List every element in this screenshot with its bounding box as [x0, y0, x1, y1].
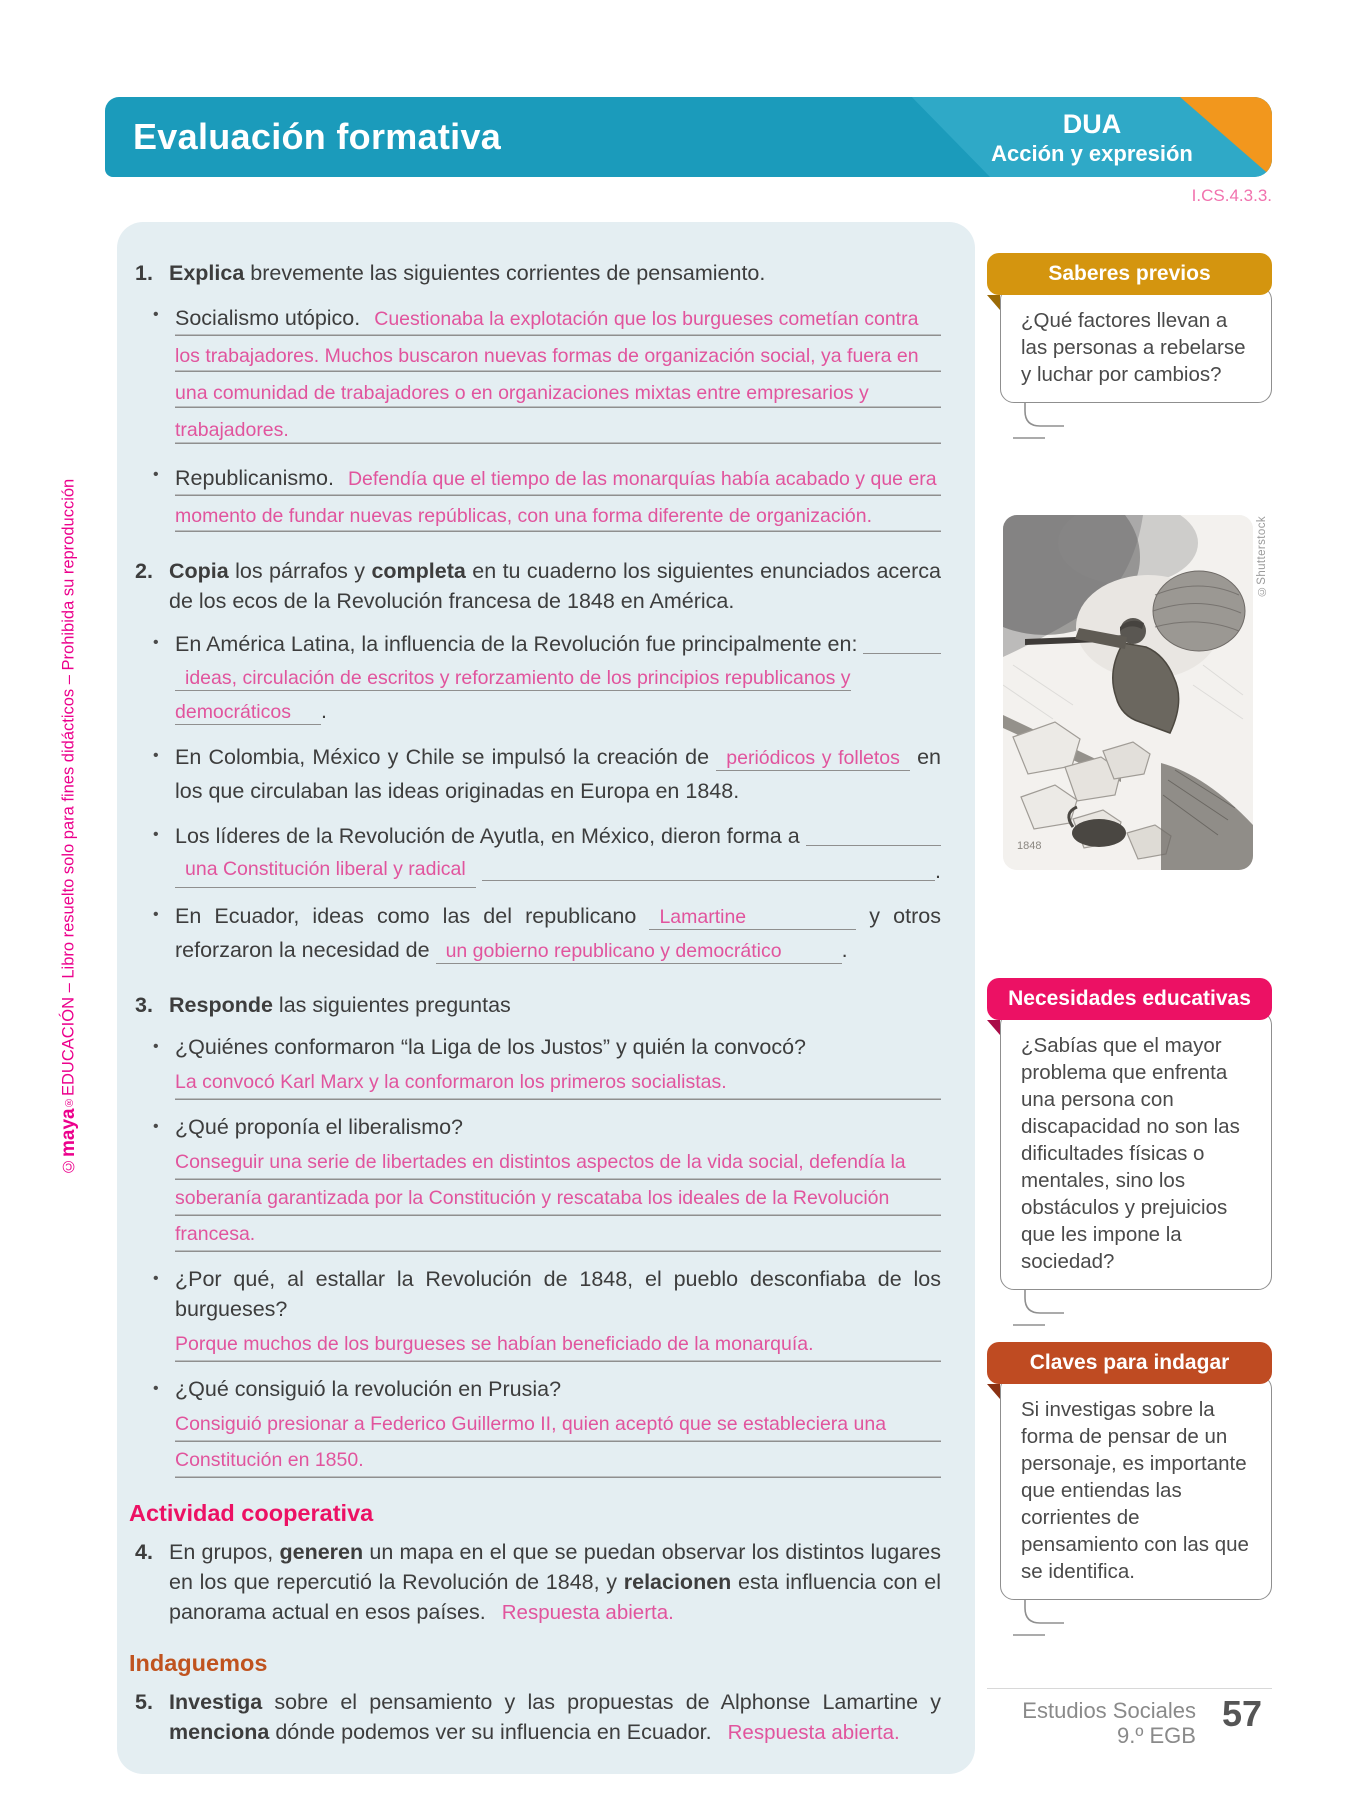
bullet-icon: [153, 900, 175, 968]
term-label: Socialismo utópico.: [175, 306, 361, 330]
page-number: 57: [1221, 1693, 1262, 1734]
fill-in-prompt: Los líderes de la Revolución de Ayutla, en México, dieron forma a: [175, 824, 800, 848]
barricade-engraving-image: [1003, 515, 1253, 870]
fill-in-item: • Los líderes de la Revolución de Ayutla, en México, dieron forma a una Constitución liberal y radical .: [129, 820, 941, 888]
activity-4-number: 4.: [135, 1540, 153, 1564]
written-answer: Defendía que el tiempo de las monarquías había acabado y que era momento de fundar nuevas repúblicas, con una forma diferente de organización.: [175, 468, 937, 527]
written-answer: Porque muchos de los burgueses se habían beneficiado de la monarquía.: [175, 1326, 941, 1362]
fill-in-rest: en los que circulaban las ideas originadas en Europa en 1848.: [175, 745, 941, 803]
footer-subject: Estudios Sociales: [1022, 1698, 1196, 1723]
written-answer: periódicos y folletos: [716, 747, 910, 771]
question-text: ¿Quiénes conformaron “la Liga de los Justos” y quién la convocó?: [175, 1035, 807, 1059]
written-answer: ideas, circulación de escritos y reforzamiento de los principios republicanos y democráticos: [175, 667, 851, 723]
bullet-icon: [153, 1112, 175, 1252]
blank-line: [863, 653, 941, 654]
fill-in-prompt: En Ecuador, ideas como las del republicano: [175, 904, 637, 928]
card-text: ¿Sabías que el mayor problema que enfrenta una persona con discapacidad no son las dificultades físicas o mentales, sino los obstáculos y prejuicios que les impone la sociedad?: [1021, 1034, 1240, 1273]
question-answer-item: [129, 1264, 941, 1362]
question-answer-item: [129, 1374, 941, 1478]
dua-subtitle: Acción y expresión: [991, 140, 1193, 166]
card-title: Saberes previos: [1048, 262, 1211, 285]
term-label: Republicanismo.: [175, 466, 334, 490]
activity-2: [129, 556, 941, 616]
page-footer: [1022, 1693, 1262, 1748]
speech-bubble: [1000, 286, 1272, 403]
thought-current-item: [129, 460, 941, 534]
page-title: Evaluación formativa: [133, 116, 502, 157]
card-text: Si investigas sobre la forma de pensar de un personaje, es importante que entiendas las corrientes de pensamiento con las que se identifica.: [1021, 1398, 1249, 1583]
question-text: ¿Qué consiguió la revolución en Prusia?: [175, 1377, 562, 1401]
bullet-icon: [153, 741, 175, 808]
activities-panel: [117, 222, 975, 1774]
watermark-brand: maya: [58, 1108, 79, 1157]
claves-para-indagar-card: [987, 1342, 1272, 1640]
activity-1-instruction: Explica brevemente las siguientes corrientes de pensamiento.: [169, 261, 766, 285]
term-with-answer: [175, 460, 941, 534]
watermark-copyright-symbol: ©: [59, 1157, 78, 1175]
bullet-icon: [153, 820, 175, 888]
saberes-previos-tab: [987, 253, 1272, 295]
fill-in-item: [129, 741, 941, 808]
activity-5-instruction: Investiga sobre el pensamiento y las propuestas de Alphonse Lamartine y menciona dónde podemos ver su influencia en Ecuador. Respuesta abierta.: [169, 1690, 941, 1744]
necesidades-educativas-tab: [987, 978, 1272, 1020]
written-answer: Conseguir una serie de libertades en distintos aspectos de la vida social, defendía la soberanía garantizada por la Constitución y rescataba los ideales de la Revolución francesa.: [175, 1144, 941, 1252]
copyright-watermark: [58, 400, 80, 1175]
fill-in-item: • En América Latina, la influencia de la Revolución fue principalmente en: ideas, circulación de escritos y reforzamiento de los principios republicanos y democráticos .: [129, 628, 941, 729]
activity-5: [129, 1687, 941, 1748]
open-answer-note: Respuesta abierta.: [501, 1601, 674, 1624]
question-answer-item: [129, 1032, 941, 1100]
bubble-tail-icon: [1011, 403, 1081, 443]
written-answer: Consiguió presionar a Federico Guillermo II, quien aceptó que se estableciera una Constitución en 1850.: [175, 1406, 941, 1478]
activity-3-instruction: Responde las siguientes preguntas: [169, 993, 511, 1017]
card-text: ¿Qué factores llevan a las personas a rebelarse y luchar por cambios?: [1021, 309, 1246, 386]
activity-1: [129, 258, 941, 288]
term-with-answer: [175, 300, 941, 448]
page-header-banner: [105, 97, 1272, 177]
card-title: Claves para indagar: [1029, 1351, 1230, 1374]
ribbon-fold-icon: [987, 1020, 1000, 1035]
blank-line: [482, 880, 935, 881]
inquiry-heading: Indaguemos: [129, 1650, 268, 1676]
image-credit: ©Shutterstock: [1256, 516, 1268, 598]
activity-2-instruction: Copia los párrafos y completa en tu cuaderno los siguientes enunciados acerca de los ecos de la Revolución francesa de 1848 en América.: [169, 559, 942, 613]
bullet-icon: [153, 1374, 175, 1478]
written-answer: Lamartine: [649, 906, 856, 930]
written-answer: un gobierno republicano y democrático: [436, 940, 842, 964]
bullet-icon: [153, 300, 175, 448]
bullet-icon: [153, 460, 175, 534]
activity-3-number: 3.: [135, 993, 153, 1017]
written-answer: Cuestionaba la explotación que los burgueses cometían contra los trabajadores. Muchos buscaron nuevas formas de organización social, ya fuera en una comunidad de trabajadores o en organizaciones mixtas entre empresarios y trabajadores.: [175, 308, 919, 441]
bubble-tail-icon: [1011, 1600, 1081, 1640]
ribbon-fold-icon: [987, 295, 1000, 310]
activity-4: [129, 1537, 941, 1628]
footer-grade: 9.º EGB: [1116, 1723, 1196, 1748]
fill-in-middle: y otros reforzaron la necesidad de: [175, 904, 941, 962]
curriculum-standard-code: I.CS.4.3.3.: [1191, 186, 1272, 205]
speech-bubble: [1000, 1375, 1272, 1600]
ribbon-fold-icon: [987, 1384, 1000, 1399]
activity-3: [129, 990, 941, 1020]
cooperative-activity-heading: Actividad cooperativa: [129, 1500, 374, 1526]
question-text: ¿Por qué, al estallar la Revolución de 1848, el pueblo desconfiaba de los burgueses?: [175, 1267, 941, 1321]
written-answer: una Constitución liberal y radical: [175, 853, 476, 888]
thought-current-item: [129, 300, 941, 448]
svg-text:1848: 1848: [1017, 840, 1042, 852]
fill-in-item: • En Ecuador, ideas como las del republicano Lamartine y otros reforzaron la necesidad de un gobierno republicano y democrático .: [129, 900, 941, 968]
bullet-icon: [153, 628, 175, 729]
activity-1-number: 1.: [135, 261, 153, 285]
dua-block: [942, 108, 1242, 168]
activity-5-number: 5.: [135, 1690, 153, 1714]
question-text: ¿Qué proponía el liberalismo?: [175, 1115, 464, 1139]
dua-label: DUA: [1062, 109, 1122, 139]
bubble-tail-icon: [1011, 1290, 1081, 1330]
bullet-icon: [153, 1032, 175, 1100]
blank-line: [806, 845, 941, 846]
watermark-text: EDUCACIÓN – Libro resuelto solo para fines didácticos – Prohibida su reproducción: [59, 479, 78, 1097]
activity-4-instruction: En grupos, generen un mapa en el que se puedan observar los distintos lugares en los que repercutió la Revolución de 1848, y relacionen esta influencia con el panorama actual en esos países. Respuesta abierta.: [169, 1540, 941, 1624]
written-answer: La convocó Karl Marx y la conformaron los primeros socialistas.: [175, 1064, 941, 1100]
watermark-registered-symbol: ®: [63, 1096, 75, 1109]
footer-divider: [987, 1688, 1272, 1689]
bullet-icon: [153, 1264, 175, 1362]
fill-in-prompt: En Colombia, México y Chile se impulsó la creación de: [175, 745, 710, 769]
claves-para-indagar-tab: [987, 1342, 1272, 1384]
card-title: Necesidades educativas: [1008, 987, 1251, 1010]
saberes-previos-card: [987, 253, 1272, 443]
activity-2-number: 2.: [135, 559, 153, 583]
question-answer-item: [129, 1112, 941, 1252]
speech-bubble: [1000, 1011, 1272, 1290]
open-answer-note: Respuesta abierta.: [727, 1721, 900, 1744]
necesidades-educativas-card: [987, 978, 1272, 1330]
fill-in-prompt: En América Latina, la influencia de la Revolución fue principalmente en:: [175, 632, 858, 656]
